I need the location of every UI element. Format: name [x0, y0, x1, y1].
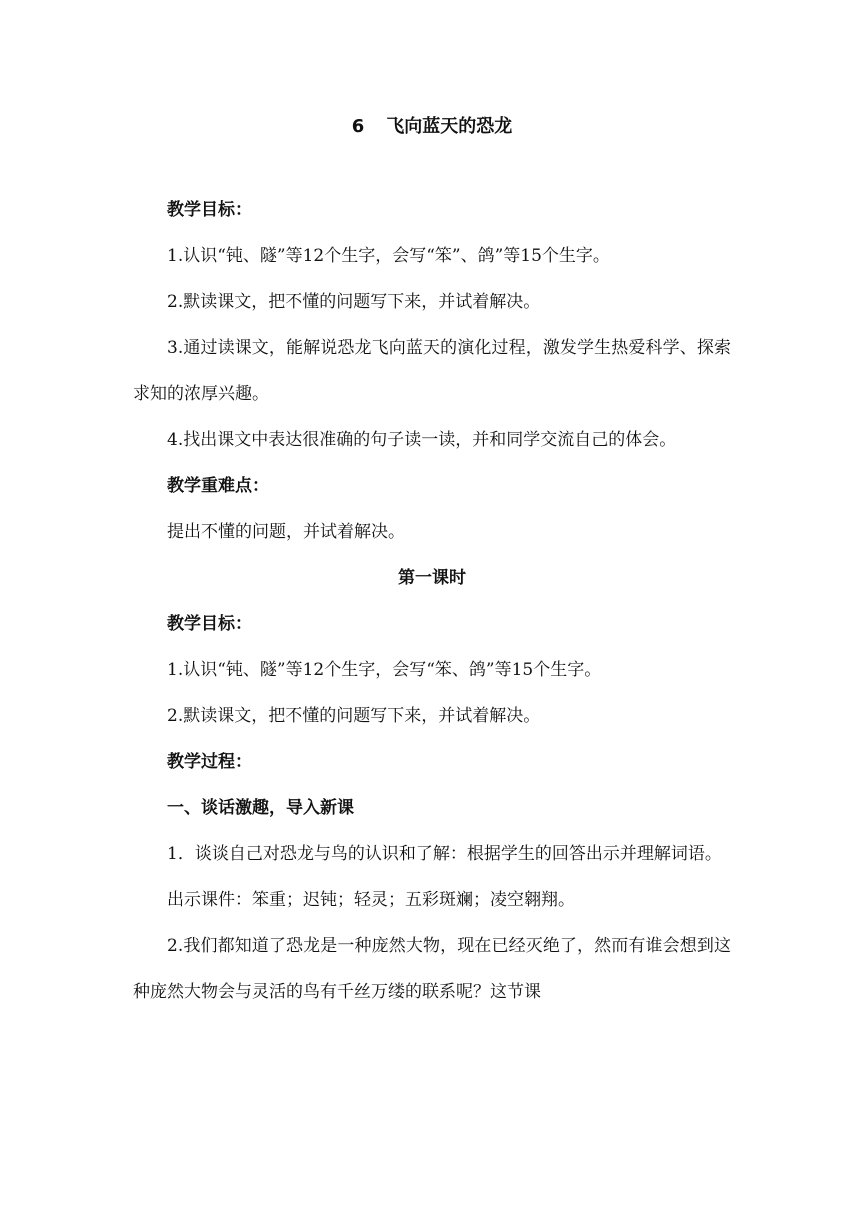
process-paragraph-2: 2.我们都知道了恐龙是一种庞然大物，现在已经灭绝了，然而有谁会想到这种庞然大物会与灵活的鸟有千丝万缕的联系呢？这节课	[133, 936, 731, 1002]
objective-item-2: 2.默读课文，把不懂的问题写下来，并试着解决。	[167, 292, 541, 312]
objective-item-1: 1.认识“钝、隧”等12个生字，会写“笨”、鸽”等15个生字。	[167, 246, 610, 266]
process-paragraph-1: 1．谈谈自己对恐龙与鸟的认识和了解：根据学生的回答出示并理解词语。	[167, 844, 722, 864]
lesson-title-text: 飞向蓝天的恐龙	[386, 116, 513, 137]
courseware-words: 出示课件：笨重；迟钝；轻灵；五彩斑斓；凌空翱翔。	[167, 890, 575, 910]
section-heading-process: 教学过程：	[167, 752, 252, 772]
section-heading-key-points: 教学重难点：	[167, 476, 269, 496]
process-step-heading-1: 一、谈话激趣，导入新课	[167, 798, 354, 818]
period-objective-item-1: 1.认识“钝、隧”等12个生字，会写“笨、鸽”等15个生字。	[167, 660, 602, 680]
lesson-title	[133, 104, 731, 150]
key-point-text: 提出不懂的问题，并试着解决。	[167, 522, 405, 542]
section-heading-objectives: 教学目标：	[167, 200, 252, 220]
document-content	[133, 104, 731, 1015]
lesson-period-title: 第一课时	[398, 568, 466, 588]
period-heading-objectives: 教学目标：	[167, 614, 252, 634]
period-objective-item-2: 2.默读课文，把不懂的问题写下来，并试着解决。	[167, 706, 541, 726]
objective-item-3: 3.通过读课文，能解说恐龙飞向蓝天的演化过程，激发学生热爱科学、探索求知的浓厚兴趣。	[133, 338, 731, 404]
lesson-number: 6	[351, 116, 365, 137]
objective-item-4: 4.找出课文中表达很准确的句子读一读，并和同学交流自己的体会。	[167, 430, 677, 450]
